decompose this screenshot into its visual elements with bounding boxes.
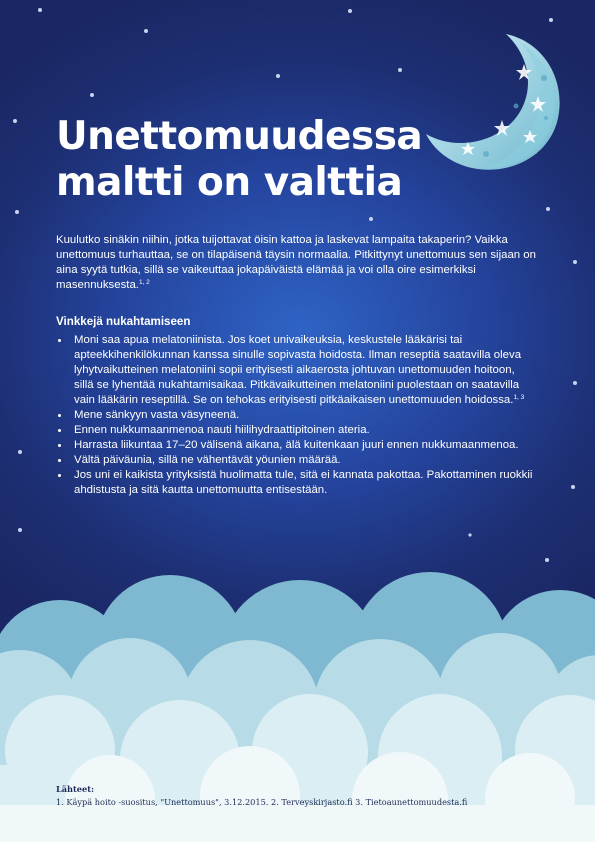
star-icon (369, 217, 373, 221)
star-icon (573, 260, 577, 264)
title-line-2: maltti on valttia (56, 160, 403, 205)
star-icon (38, 8, 42, 12)
tip-text: Jos uni ei kaikista yrityksistä huolimatta tule, sitä ei kannata pakottaa. Pakottaminen ruokkii ahdistusta ja sitä kautta unettomuutta entisestään. (74, 469, 533, 496)
list-item (56, 453, 536, 468)
sources-text: 1. Käypä hoito -suositus, "Unettomuus", 3.12.2015. 2. Terveyskirjasto.fi 3. Tietoaunettomuudesta.fi (56, 797, 468, 807)
list-item (56, 468, 536, 498)
tip-text: Ennen nukkumaanmenoa nauti hiilihydraattipitoinen ateria. (74, 424, 370, 436)
list-item (56, 423, 536, 438)
star-icon (13, 119, 17, 123)
tip-text: Mene sänkyyn vasta väsyneenä. (74, 409, 240, 421)
tip-text: Vältä päiväunia, sillä ne vähentävät yöunien määrää. (74, 454, 341, 466)
list-item (56, 333, 536, 408)
list-item (56, 408, 536, 423)
sources-footer (56, 783, 576, 809)
tip-text: Moni saa apua melatoniinista. Jos koet univaikeuksia, keskustele lääkärisi tai apteekkihenkilökunnan kanssa sinulle sopivasta hoidosta. Ilman reseptiä saatavilla oleva lyhytvaikutteinen melatoniini sopii erityisesti aikaerosta johtuvan unettomuuden hoitoon, sillä se lyhentää nukahtamisaikaa. Pitkävaikutteinen melatoniini puolestaan on saatavilla vain lääkärin reseptillä. Se on tehokas erityisesti pitkäaikaisen unettomuuden hoidossa. (74, 334, 522, 406)
star-icon (15, 210, 19, 214)
star-icon (573, 381, 577, 385)
star-icon (144, 29, 148, 33)
tips-list (56, 333, 536, 498)
tip-text: Harrasta liikuntaa 17–20 välisenä aikana, älä kuitenkaan juuri ennen nukkumaanmenoa. (74, 439, 519, 451)
intro-text: Kuulutko sinäkin niihin, jotka tuijottavat öisin kattoa ja laskevat lampaita takaperin? Vaikka unettomuus turhauttaa, se on tilapäisenä täysin normaalia. Pitkittynyt unettomuus sen sijaan on aina syytä tutkia, sillä se vaikeuttaa jokapäiväistä elämää ja voi olla oire esimerkiksi masennuksesta. (56, 234, 536, 291)
tips-heading: Vinkkejä nukahtamiseen (56, 315, 191, 328)
crescent-moon-icon (420, 18, 570, 178)
star-icon (546, 207, 550, 211)
intro-paragraph (56, 233, 536, 293)
sources-heading: Lähteet: (56, 784, 95, 794)
page-title (56, 114, 423, 206)
list-item (56, 438, 536, 453)
star-icon (18, 450, 22, 454)
star-icon (90, 93, 94, 97)
star-icon (398, 68, 402, 72)
star-icon (468, 533, 471, 536)
intro-reference: 1, 2 (138, 279, 150, 286)
star-icon (18, 528, 22, 532)
star-icon (276, 74, 280, 78)
star-icon (571, 485, 575, 489)
title-line-1: Unettomuudessa (56, 114, 423, 159)
star-icon (348, 9, 352, 13)
tip-reference: 1, 3 (513, 394, 525, 401)
